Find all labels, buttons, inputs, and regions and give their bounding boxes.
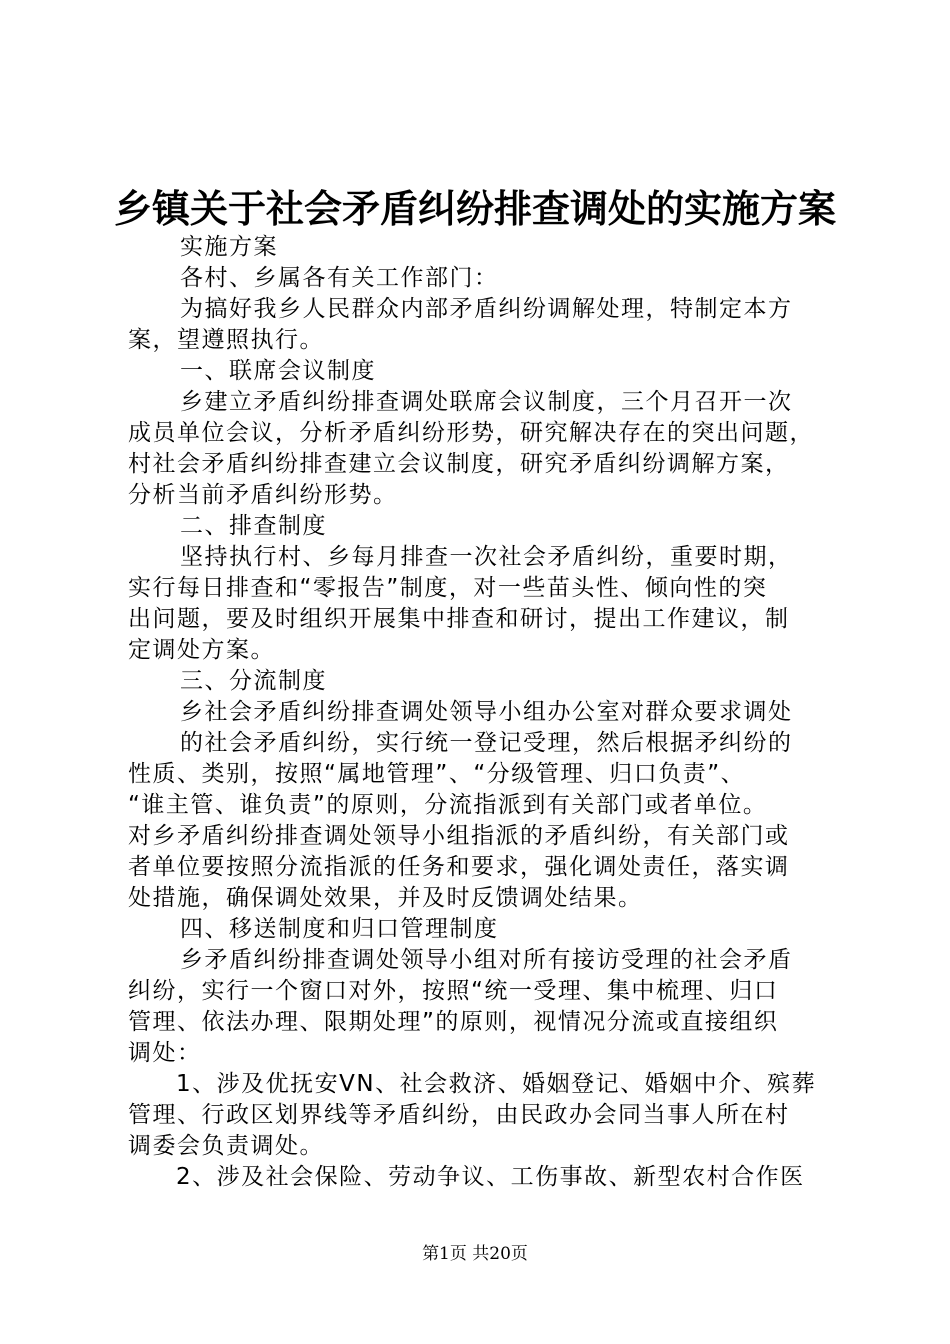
text-line: 调委会负责调处。	[128, 1133, 324, 1159]
document-body	[128, 232, 834, 1193]
text-line: 乡矛盾纠纷排查调处领导小组对所有接访受理的社会矛盾	[180, 947, 793, 973]
text-line: 管理、依法办理、限期处理”的原则，视情况分流或直接组织	[128, 1009, 779, 1035]
text-line: 各村、乡属各有关工作部门：	[180, 265, 499, 291]
text-line: 为搞好我乡人民群众内部矛盾纠纷调解处理，特制定本方	[180, 296, 793, 322]
text-line: 定调处方案。	[128, 637, 275, 663]
text-line: 性质、类别，按照“属地管理”、“分级管理、归口负责”、	[128, 761, 746, 787]
list-item: 1、涉及优抚安VN、社会救济、婚姻登记、婚姻中介、殡葬	[176, 1071, 817, 1097]
page-footer: 第1页 共20页	[422, 1244, 528, 1264]
document-title: 乡镇关于社会矛盾纠纷排查调处的实施方案	[113, 186, 836, 231]
section-heading: 三、分流制度	[180, 668, 327, 694]
text-line: 处措施，确保调处效果，并及时反馈调处结果。	[128, 885, 643, 911]
text-line: 坚持执行村、乡每月排查一次社会矛盾纠纷，重要时期，	[180, 544, 793, 570]
text-line: 成员单位会议，分析矛盾纠纷形势，研究解决存在的突出问题，	[128, 420, 814, 446]
text-line: 的社会矛盾纠纷，实行统一登记受理，然后根据矛纠纷的	[180, 730, 793, 756]
text-line: 实行每日排查和“零报告”制度，对一些苗头性、倾向性的突	[128, 575, 768, 601]
text-line: 案，望遵照执行。	[128, 327, 324, 353]
text-line: 调处：	[128, 1040, 202, 1066]
section-heading: 二、排查制度	[180, 513, 327, 539]
text-line: 出问题，要及时组织开展集中排查和研讨，提出工作建议，制	[128, 606, 790, 632]
text-line: 者单位要按照分流指派的任务和要求，强化调处责任，落实调	[128, 854, 790, 880]
text-line: 乡建立矛盾纠纷排查调处联席会议制度，三个月召开一次	[180, 389, 793, 415]
section-heading: 一、联席会议制度	[180, 358, 376, 384]
text-line: 对乡矛盾纠纷排查调处领导小组指派的矛盾纠纷，有关部门或	[128, 823, 790, 849]
text-line: 管理、行政区划界线等矛盾纠纷，由民政办会同当事人所在村	[128, 1102, 790, 1128]
text-line: 实施方案	[180, 234, 278, 260]
text-line: “谁主管、谁负责”的原则，分流指派到有关部门或者单位。	[128, 792, 768, 818]
text-line: 乡社会矛盾纠纷排查调处领导小组办公室对群众要求调处	[180, 699, 793, 725]
list-item: 2、涉及社会保险、劳动争议、工伤事故、新型农村合作医	[176, 1164, 805, 1190]
section-heading: 四、移送制度和归口管理制度	[180, 916, 499, 942]
text-line: 村社会矛盾纠纷排查建立会议制度，研究矛盾纠纷调解方案，	[128, 451, 790, 477]
text-line: 分析当前矛盾纠纷形势。	[128, 482, 398, 508]
text-line: 纠纷，实行一个窗口对外，按照“统一受理、集中梳理、归口	[128, 978, 779, 1004]
